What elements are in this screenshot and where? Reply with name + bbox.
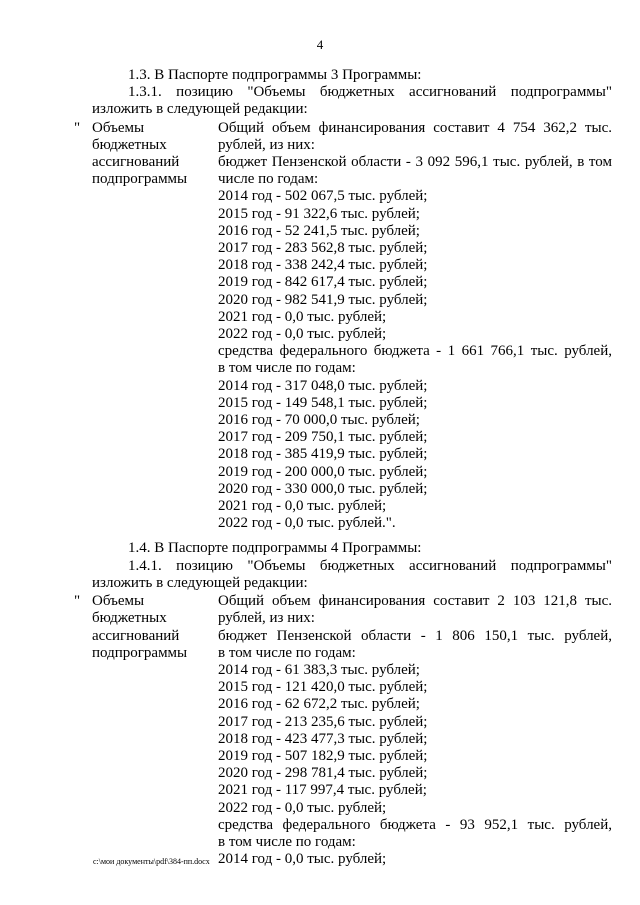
section-paragraph-line: 1.3.1. позицию "Объемы бюджетных ассигнований подпрограммы": [128, 84, 612, 101]
federal-year-line: 2015 год - 149 548,1 тыс. рублей;: [218, 394, 428, 411]
section-paragraph-line: 1.4.1. позицию "Объемы бюджетных ассигнований подпрограммы": [128, 557, 612, 574]
total-funding-line: Общий объем финансирования составит 2 103 121,8 тыс.: [218, 593, 612, 610]
regional-year-line: 2017 год - 283 562,8 тыс. рублей;: [218, 240, 428, 257]
total-funding-line: рублей, из них:: [218, 610, 315, 627]
regional-year-line: 2020 год - 298 781,4 тыс. рублей;: [218, 765, 428, 782]
position-label: [92, 593, 218, 868]
federal-year-line: 2014 год - 317 048,0 тыс. рублей;: [218, 377, 428, 394]
regional-year-line: 2019 год - 507 182,9 тыс. рублей;: [218, 747, 428, 764]
regional-year-line: 2017 год - 213 235,6 тыс. рублей;: [218, 713, 428, 730]
total-funding-line: рублей, из них:: [218, 136, 315, 153]
regional-year-line: 2021 год - 0,0 тыс. рублей;: [218, 308, 387, 325]
page-number: 4: [316, 37, 324, 52]
label-line: бюджетных: [92, 136, 167, 153]
funding-details: [218, 593, 612, 868]
federal-year-line: 2021 год - 0,0 тыс. рублей;: [218, 498, 387, 515]
federal-budget-line: средства федерального бюджета - 1 661 766,1 тыс. рублей,: [218, 343, 612, 360]
label-line: подпрограммы: [92, 644, 188, 661]
federal-year-line: 2019 год - 200 000,0 тыс. рублей;: [218, 463, 428, 480]
regional-year-line: 2018 год - 423 477,3 тыс. рублей;: [218, 730, 428, 747]
section-heading: 1.3. В Паспорте подпрограммы 3 Программы:: [128, 67, 422, 83]
total-funding-line: Общий объем финансирования составит 4 754 362,2 тыс.: [218, 119, 612, 136]
regional-year-line: 2015 год - 91 322,6 тыс. рублей;: [218, 205, 420, 222]
document-body: [74, 67, 612, 868]
regional-year-line: 2021 год - 117 997,4 тыс. рублей;: [218, 782, 427, 799]
label-line: бюджетных: [92, 610, 167, 627]
open-quote: ": [74, 593, 81, 610]
regional-year-line: 2018 год - 338 242,4 тыс. рублей;: [218, 257, 428, 274]
federal-year-line: 2017 год - 209 750,1 тыс. рублей;: [218, 429, 428, 446]
section-paragraph-line: изложить в следующей редакции:: [92, 101, 308, 118]
funding-table: [74, 593, 612, 868]
section-paragraph-line: изложить в следующей редакции:: [92, 574, 308, 591]
regional-year-line: 2022 год - 0,0 тыс. рублей;: [218, 326, 387, 343]
federal-year-line: 2022 год - 0,0 тыс. рублей.".: [218, 515, 396, 532]
regional-year-line: 2015 год - 121 420,0 тыс. рублей;: [218, 679, 428, 696]
regional-budget-line: числе по годам:: [218, 171, 319, 188]
funding-table: [74, 119, 612, 533]
federal-year-line: 2020 год - 330 000,0 тыс. рублей;: [218, 480, 428, 497]
federal-budget-line: средства федерального бюджета - 93 952,1 тыс. рублей,: [218, 816, 612, 833]
open-quote: ": [74, 119, 81, 136]
label-line: подпрограммы: [92, 171, 188, 188]
file-path-footer: c:\мои документы\pdf\384-пп.docx: [93, 857, 210, 866]
label-line: Объемы: [92, 593, 145, 610]
regional-year-line: 2020 год - 982 541,9 тыс. рублей;: [218, 291, 428, 308]
federal-year-line: 2016 год - 70 000,0 тыс. рублей;: [218, 412, 420, 429]
section-heading: 1.4. В Паспорте подпрограммы 4 Программы:: [128, 540, 422, 557]
federal-year-line: 2014 год - 0,0 тыс. рублей;: [218, 851, 387, 868]
regional-year-line: 2016 год - 62 672,2 тыс. рублей;: [218, 696, 420, 713]
label-line: Объемы: [92, 119, 145, 136]
regional-year-line: 2014 год - 61 383,3 тыс. рублей;: [218, 661, 420, 678]
regional-budget-line: в том числе по годам:: [218, 644, 356, 661]
federal-year-line: 2018 год - 385 419,9 тыс. рублей;: [218, 446, 428, 463]
regional-year-line: 2019 год - 842 617,4 тыс. рублей;: [218, 274, 428, 291]
regional-budget-line: бюджет Пензенской области - 3 092 596,1 тыс. рублей, в том: [218, 154, 612, 171]
federal-budget-line: в том числе по годам:: [218, 360, 356, 377]
label-line: ассигнований: [92, 627, 180, 644]
regional-year-line: 2016 год - 52 241,5 тыс. рублей;: [218, 222, 420, 239]
regional-year-line: 2022 год - 0,0 тыс. рублей;: [218, 799, 387, 816]
regional-year-line: 2014 год - 502 067,5 тыс. рублей;: [218, 188, 428, 205]
funding-details: [218, 120, 612, 533]
position-label: [92, 120, 218, 533]
regional-budget-line: бюджет Пензенской области - 1 806 150,1 тыс. рублей,: [218, 627, 612, 644]
federal-budget-line: в том числе по годам:: [218, 833, 356, 850]
label-line: ассигнований: [92, 154, 180, 171]
